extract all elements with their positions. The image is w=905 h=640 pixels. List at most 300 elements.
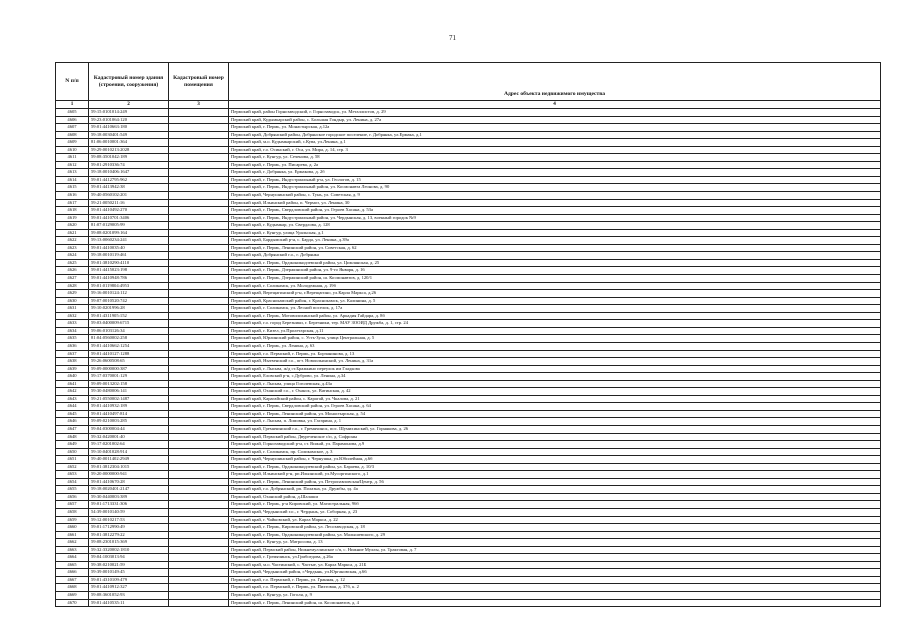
table-row [56,456,881,464]
table-row [56,154,881,162]
room-cadastral-number [169,124,229,132]
table-row [56,199,881,207]
cadastral-number: 59:38:0210021:59 [89,561,169,569]
table-row [56,139,881,147]
table-row [56,478,881,486]
room-cadastral-number [169,282,229,290]
header-room: Кадастровый номер помещения [169,63,229,101]
property-address: Пермский край, г. Лысьва, ж/д ст.Бражкино переулок им Гладкова [229,365,881,373]
table-row [56,524,881,532]
table-row [56,508,881,516]
table-row [56,124,881,132]
property-address: Пермский край, г. Пермь, ул. Ленина, д. 63 [229,342,881,350]
room-cadastral-number [169,418,229,426]
room-cadastral-number [169,176,229,184]
cadastral-number: 59:01:4410701:3406 [89,214,169,222]
table-row [56,237,881,245]
table-row [56,373,881,381]
room-cadastral-number [169,478,229,486]
row-number: 4641 [56,380,89,388]
room-cadastral-number [169,259,229,267]
cadastral-number: 59:16:0010124:112 [89,290,169,298]
cadastral-number: 81:06:0010001:364 [89,139,169,147]
property-address: Пермский край, г. Пермь, Ленинский район, ул. Советская, д. 62 [229,244,881,252]
property-address: Пермский край, г. Пермь, Ленинский район, ул. Петропавловская/Центр, д. 56 [229,478,881,486]
property-address: Пермский край, м.о. Кудымкарский, с.Кува, ул.Ленина, д.1 [229,139,881,147]
table-row [56,539,881,547]
cadastral-number: 59:18:0020401:2147 [89,486,169,494]
table-row [56,282,881,290]
property-address: Пермский край, г. Чайковский, ул. Карла Маркса, д. 22 [229,516,881,524]
cadastral-number: 59:21:0050211:16 [89,199,169,207]
room-cadastral-number [169,244,229,252]
property-address: Пермский край, м.о. Частинский, с. Частые, ул. Карла Маркса, д. 21Б [229,561,881,569]
row-number: 4639 [56,365,89,373]
table-row [56,335,881,343]
property-address: Пермский край, г. Кунгур, ул. Матросова, д. 13 [229,539,881,547]
property-address: Пермский край, г. Пермь, Дзержинский район, ул. 9-го Января, д. 16 [229,267,881,275]
row-number: 4620 [56,222,89,230]
room-cadastral-number [169,410,229,418]
cadastral-number: 59:01:2910336:74 [89,161,169,169]
property-address: Пермский край, Еловский р-н, с.Дуброво, ул. Ленина, д.34 [229,373,881,381]
cadastral-number: 59:08:3601052:93 [89,592,169,600]
row-number: 4607 [56,124,89,132]
room-cadastral-number [169,493,229,501]
property-address: Пермский край, Кудымкарский район, с. Большая Гондыр, ул. Ленина, д. 27а [229,116,881,124]
row-number: 4664 [56,554,89,562]
table-row [56,176,881,184]
table-row [56,388,881,396]
index-cell: 2 [89,101,169,109]
property-address: Пермский край, район Горнозаводский, г. Горнозаводск, ул. Металлистов, д. 29 [229,109,881,117]
table-row [56,561,881,569]
room-cadastral-number [169,448,229,456]
cadastral-number: 59:17:0370001:129 [89,373,169,381]
table-row [56,222,881,230]
room-cadastral-number [169,433,229,441]
cadastral-number: 59:01:4410932:189 [89,403,169,411]
table-row [56,418,881,426]
room-cadastral-number [169,599,229,607]
table-row [56,214,881,222]
row-number: 4631 [56,305,89,313]
row-number: 4626 [56,267,89,275]
property-address: Пермский край, г. Лысьва, улица Гоголевская, д.43а [229,380,881,388]
room-cadastral-number [169,508,229,516]
table-row [56,259,881,267]
table-row [56,569,881,577]
table-row [56,448,881,456]
room-cadastral-number [169,554,229,562]
property-address: Пермский край, Оханский г.о., г. Оханск, ул. Ватинская, д. 42 [229,388,881,396]
property-address: Пермский край, г. Кудымкар, ул. Свердлова, д. 128 [229,222,881,230]
index-cell: 3 [169,101,229,109]
property-address: Пермский край, г. Пермь, Дзержинский район, ш. Космонавтов, д. 120/1 [229,275,881,283]
room-cadastral-number [169,524,229,532]
header-cadastral: Кадастровый номер здания (строения, сооружения) [89,63,169,101]
room-cadastral-number [169,139,229,147]
table-row [56,184,881,192]
room-cadastral-number [169,471,229,479]
cadastral-number: 81:04:0560002:258 [89,335,169,343]
cadastral-number: 59:01:4311905:152 [89,312,169,320]
cadastral-number: 59:01:4410035:40 [89,244,169,252]
cadastral-number: 59:01:4410492:270 [89,207,169,215]
row-number: 4657 [56,501,89,509]
property-address: Пермский край, Гремячинский г.о., г. Гремячинск, пос. Шумихинский, ул. Горнякова, д. 26 [229,425,881,433]
cadastral-number: 59:40:0560102:201 [89,192,169,200]
cadastral-number: 59:32:3320002:1810 [89,546,169,554]
room-cadastral-number [169,275,229,283]
index-cell: 4 [229,101,881,109]
table-row [56,433,881,441]
table-row [56,275,881,283]
property-registry-table [55,62,881,607]
property-address: Пермский край, Краснокамский район, г. Краснокамск, ул. Калинина, д. 5 [229,297,881,305]
table-body [56,109,881,607]
property-address: Пермский край, Чернушинский район, с. Тунь, ул. Советская, д. 9 [229,192,881,200]
property-address: Пермский край, Ильинский р-н, рп.Ильинский, ул.Мусоргинского, д.1 [229,471,881,479]
property-address: Пермский край, г. Соликамск, ул. Молодежная, д. 19б [229,282,881,290]
property-address: Пермский край, г. Кунгур, ул. Гоголя, д. 9 [229,592,881,600]
cadastral-number: 59:18:0010119:461 [89,252,169,260]
room-cadastral-number [169,214,229,222]
room-cadastral-number [169,561,229,569]
table-row [56,327,881,335]
room-cadastral-number [169,516,229,524]
cadastral-number: 59:01:4413942:38 [89,184,169,192]
table-row [56,312,881,320]
cadastral-number: 59:13:0060234:241 [89,237,169,245]
cadastral-number: 59:01:4410497:814 [89,410,169,418]
row-number: 4623 [56,244,89,252]
room-cadastral-number [169,380,229,388]
room-cadastral-number [169,116,229,124]
room-cadastral-number [169,539,229,547]
cadastral-number: 59:10:0201996:28 [89,305,169,313]
cadastral-number: 59:08:2301015:369 [89,539,169,547]
room-cadastral-number [169,199,229,207]
room-cadastral-number [169,305,229,313]
row-number: 4608 [56,131,89,139]
cadastral-number: 59:09:0210003:285 [89,418,169,426]
cadastral-number: 59:20:0000000:941 [89,471,169,479]
row-number: 4615 [56,184,89,192]
table-row [56,297,881,305]
property-address: Пермский край, г.о. Пермский, г. Пермь, ул. Гранная, д. 12 [229,576,881,584]
row-number: 4654 [56,478,89,486]
row-number: 4614 [56,176,89,184]
row-number: 4656 [56,493,89,501]
row-number: 4648 [56,433,89,441]
table-row [56,493,881,501]
cadastral-number: 59:08:0201099:164 [89,229,169,237]
row-number: 4643 [56,395,89,403]
row-number: 4625 [56,259,89,267]
row-number: 4659 [56,516,89,524]
cadastral-number: 59:01:4410662:1254 [89,342,169,350]
row-number: 4619 [56,214,89,222]
row-number: 4661 [56,531,89,539]
page-number: 71 [449,34,456,42]
cadastral-number: 59:06:0103126:34 [89,327,169,335]
table-row [56,584,881,592]
property-address: Пермский край, г. Пермь, Орджоникидзевский район, ул. Малышевского, д. 29 [229,531,881,539]
room-cadastral-number [169,441,229,449]
table-row [56,531,881,539]
property-address: Пермский край, Оханский район, д.Шалаши [229,493,881,501]
cadastral-number: 59:09:0013202:158 [89,380,169,388]
row-number: 4605 [56,109,89,117]
row-number: 4611 [56,154,89,162]
room-cadastral-number [169,290,229,298]
table-row [56,576,881,584]
row-number: 4652 [56,463,89,471]
table-row [56,290,881,298]
row-number: 4647 [56,425,89,433]
cadastral-number: 59:01:3810290:4110 [89,259,169,267]
room-cadastral-number [169,486,229,494]
property-address: Пермский край, г. Пермь, Кировский район, ул. Лесозаводская, д. 18 [229,524,881,532]
row-number: 4666 [56,569,89,577]
cadastral-number: 59:01:4410535:11 [89,599,169,607]
row-number: 4630 [56,297,89,305]
room-cadastral-number [169,358,229,366]
property-address: Пермский край, Чердынский район, г.Чердынь, ул.Юргановская, д.66 [229,569,881,577]
table-row [56,441,881,449]
property-address: Пермский край, г. Пермь, Индустриальный район, ул. Чердынская, д. 13, военный городок №9 [229,214,881,222]
cadastral-number: 59:12:0010217:53 [89,516,169,524]
room-cadastral-number [169,546,229,554]
room-cadastral-number [169,576,229,584]
property-address: Пермский край, г. Пермь, Свердловский район, ул. Героев Хасана, д. 53а [229,207,881,215]
room-cadastral-number [169,161,229,169]
index-cell: 1 [56,101,89,109]
room-cadastral-number [169,192,229,200]
cadastral-number: 59:01:4410663:180 [89,124,169,132]
property-address: Пермский край, г. Соликамск, пр. Соликамское, д. 3 [229,448,881,456]
table-row [56,169,881,177]
cadastral-number: 59:10:0401028:914 [89,448,169,456]
row-number: 4613 [56,169,89,177]
cadastral-number: 59:04:0300004:44 [89,425,169,433]
cadastral-number: 59:01:4415023:198 [89,267,169,275]
room-cadastral-number [169,327,229,335]
property-address: Пермский край, г. Пермь, р-н Кировский, ул. Магистральная, 96б [229,501,881,509]
room-cadastral-number [169,373,229,381]
room-cadastral-number [169,169,229,177]
table-row [56,365,881,373]
property-address: Пермский край, г. Пермь, Ленинский район, ул. Монастырская, д. 54 [229,410,881,418]
room-cadastral-number [169,569,229,577]
property-address: Пермский край, Верещагинский р-н, г.Верещагино, ул.Карла Маркса, д.26 [229,290,881,298]
row-number: 4640 [56,373,89,381]
table-row [56,486,881,494]
room-cadastral-number [169,501,229,509]
cadastral-number: 59:08:3501042:189 [89,154,169,162]
row-number: 4649 [56,441,89,449]
property-address: Пермский край, г.о. Пермский, г. Пермь, ул. Пихтовая, д. 37б, к. 2 [229,584,881,592]
table-row [56,229,881,237]
table-index-row [56,101,881,109]
room-cadastral-number [169,335,229,343]
room-cadastral-number [169,312,229,320]
room-cadastral-number [169,146,229,154]
cadastral-number: 59:01:4410127:1288 [89,350,169,358]
row-number: 4638 [56,358,89,366]
cadastral-number: 59:01:4412795:962 [89,176,169,184]
row-number: 4645 [56,410,89,418]
table-row [56,305,881,313]
row-number: 4651 [56,456,89,464]
cadastral-number: 59:01:1713331:306 [89,501,169,509]
property-address: Пермский край, г. Пермь, Орджоникидзевский район, ул. Бараева, д. 10/3 [229,463,881,471]
row-number: 4644 [56,403,89,411]
room-cadastral-number [169,207,229,215]
row-number: 4612 [56,161,89,169]
cadastral-number: 59:21:0550002:1487 [89,395,169,403]
row-number: 4610 [56,146,89,154]
property-address: Пермский край, г. Пермь, Ленинский район, ш. Космонавтов, д. 4 [229,599,881,607]
table-row [56,320,881,328]
table-row [56,207,881,215]
table-header-row [56,63,881,101]
cadastral-number: 59:18:0010406:1647 [89,169,169,177]
cadastral-number: 59:04:1003013:94 [89,554,169,562]
room-cadastral-number [169,531,229,539]
room-cadastral-number [169,365,229,373]
table-row [56,546,881,554]
row-number: 4663 [56,546,89,554]
table-row [56,192,881,200]
cadastral-number: 54:39:0010140:59 [89,508,169,516]
cadastral-number: 59:01:0119804:4953 [89,282,169,290]
room-cadastral-number [169,252,229,260]
room-cadastral-number [169,395,229,403]
row-number: 4662 [56,539,89,547]
room-cadastral-number [169,131,229,139]
row-number: 4616 [56,192,89,200]
property-address: Пермский край, г. Пермь, Орджоникидзевский район, ул. Цимлянская, д. 25 [229,259,881,267]
property-address: Пермский край, Ильинский район, п. Чермоз, ул. Ленина, 30 [229,199,881,207]
row-number: 4618 [56,207,89,215]
row-number: 4617 [56,199,89,207]
table-row [56,358,881,366]
cadastral-number: 59:29:0010213:2028 [89,146,169,154]
table-row [56,410,881,418]
property-address: Пермский край, Чернушинский район, г. Чернушка, ул.Юбилейная, д.6б [229,456,881,464]
table-row [56,244,881,252]
property-address: Пермский край, г. Добрянка, ул. Ермакова, д. 2б [229,169,881,177]
row-number: 4628 [56,282,89,290]
property-address: Пермский край, г. Кунгур, ул. Сеченова, д. 58 [229,154,881,162]
property-address: Пермский край, Чердынский г.о., г. Чердынь, ул. Соборная, д. 23 [229,508,881,516]
table-row [56,463,881,471]
table-row [56,395,881,403]
table-row [56,146,881,154]
cadastral-number: 59:01:4310109:479 [89,576,169,584]
cadastral-number: 59:07:0010520:742 [89,297,169,305]
property-address: Пермский край, г.о. Добрянский, рп. Полазна, ул. Дружбы, зд. 4а [229,486,881,494]
table-row [56,342,881,350]
room-cadastral-number [169,403,229,411]
room-cadastral-number [169,320,229,328]
property-address: Пермский край, г. Соликамск, ул. Лесной поселок, д. 17а [229,305,881,313]
room-cadastral-number [169,222,229,230]
property-address: Пермский край, г.о. Пермский, г. Пермь, ул. Борчанинова, д. 13 [229,350,881,358]
table-row [56,252,881,260]
cadastral-number: 59:26:0600508:65 [89,358,169,366]
property-address: Пермский край, Пермский район, Нижнемуллинское с/п, с. Нижние Муллы, ул. Трактовая, д. 7 [229,546,881,554]
property-address: Пермский край, г.о. город Березники, г. Березники, тер. МАУ ЗООИД Дружба, д. 1, стр. 24 [229,320,881,328]
room-cadastral-number [169,463,229,471]
row-number: 4650 [56,448,89,456]
table-row [56,350,881,358]
cadastral-number: 59:39:0010149:45 [89,569,169,577]
cadastral-number: 59:17:0201002:64 [89,441,169,449]
row-number: 4635 [56,335,89,343]
table-row [56,599,881,607]
room-cadastral-number [169,154,229,162]
row-number: 4606 [56,116,89,124]
room-cadastral-number [169,342,229,350]
row-number: 4667 [56,576,89,584]
table-row [56,554,881,562]
room-cadastral-number [169,184,229,192]
property-address: Пермский край, г. Пермь, ул. Писарева, д. 2а [229,161,881,169]
row-number: 4668 [56,584,89,592]
row-number: 4636 [56,342,89,350]
room-cadastral-number [169,584,229,592]
property-address: Пермский край, Нытвенский г.о., пгт. Новоильинский, ул. Ленина, д. 31а [229,358,881,366]
row-number: 4633 [56,320,89,328]
room-cadastral-number [169,388,229,396]
property-address: Пермский край, г. Кунгур, улица Уральская, д.1 [229,229,881,237]
property-address: Пермский край, г. Пермь, Свердловский район, ул. Героев Хасана, д. 64 [229,403,881,411]
table-row [56,516,881,524]
room-cadastral-number [169,267,229,275]
property-address: Пермский край, г.о. Осинский, г. Оса, ул. Мира, д. 14, стр. 3 [229,146,881,154]
cadastral-number: 59:01:3812279:22 [89,531,169,539]
table-row [56,131,881,139]
cadastral-number: 59:30:0480006:141 [89,388,169,396]
property-address: Пермский край, г. Лысьва, п. Ломовка, ул. Гагарина, д. 1 [229,418,881,426]
table-row [56,267,881,275]
room-cadastral-number [169,592,229,600]
cadastral-number: 59:09:0000000:387 [89,365,169,373]
cadastral-number: 59:18:0030401:549 [89,131,169,139]
row-number: 4624 [56,252,89,260]
cadastral-number: 59:15:0101014:249 [89,109,169,117]
property-address: Пермский край, Добрянский г.о., г. Добрянка [229,252,881,260]
row-number: 4660 [56,524,89,532]
property-address: Пермский край, г. Пермь, Индустриальный район, ул. Космонавта Леонова, д. 90 [229,184,881,192]
row-number: 4634 [56,327,89,335]
row-number: 4642 [56,388,89,396]
header-address: Адрес объекта недвижимого имущества [229,63,881,101]
cadastral-number: 59:30:0440003:389 [89,493,169,501]
cadastral-number: 59:32:0420001:40 [89,433,169,441]
property-address: Пермский край, Юрлинский район, с. Усть-Зула, улица Центральная, д. 5 [229,335,881,343]
table-row [56,425,881,433]
row-number: 4655 [56,486,89,494]
row-number: 4627 [56,275,89,283]
cadastral-number: 59:40:0011402:2949 [89,456,169,464]
room-cadastral-number [169,229,229,237]
room-cadastral-number [169,456,229,464]
table-row [56,161,881,169]
